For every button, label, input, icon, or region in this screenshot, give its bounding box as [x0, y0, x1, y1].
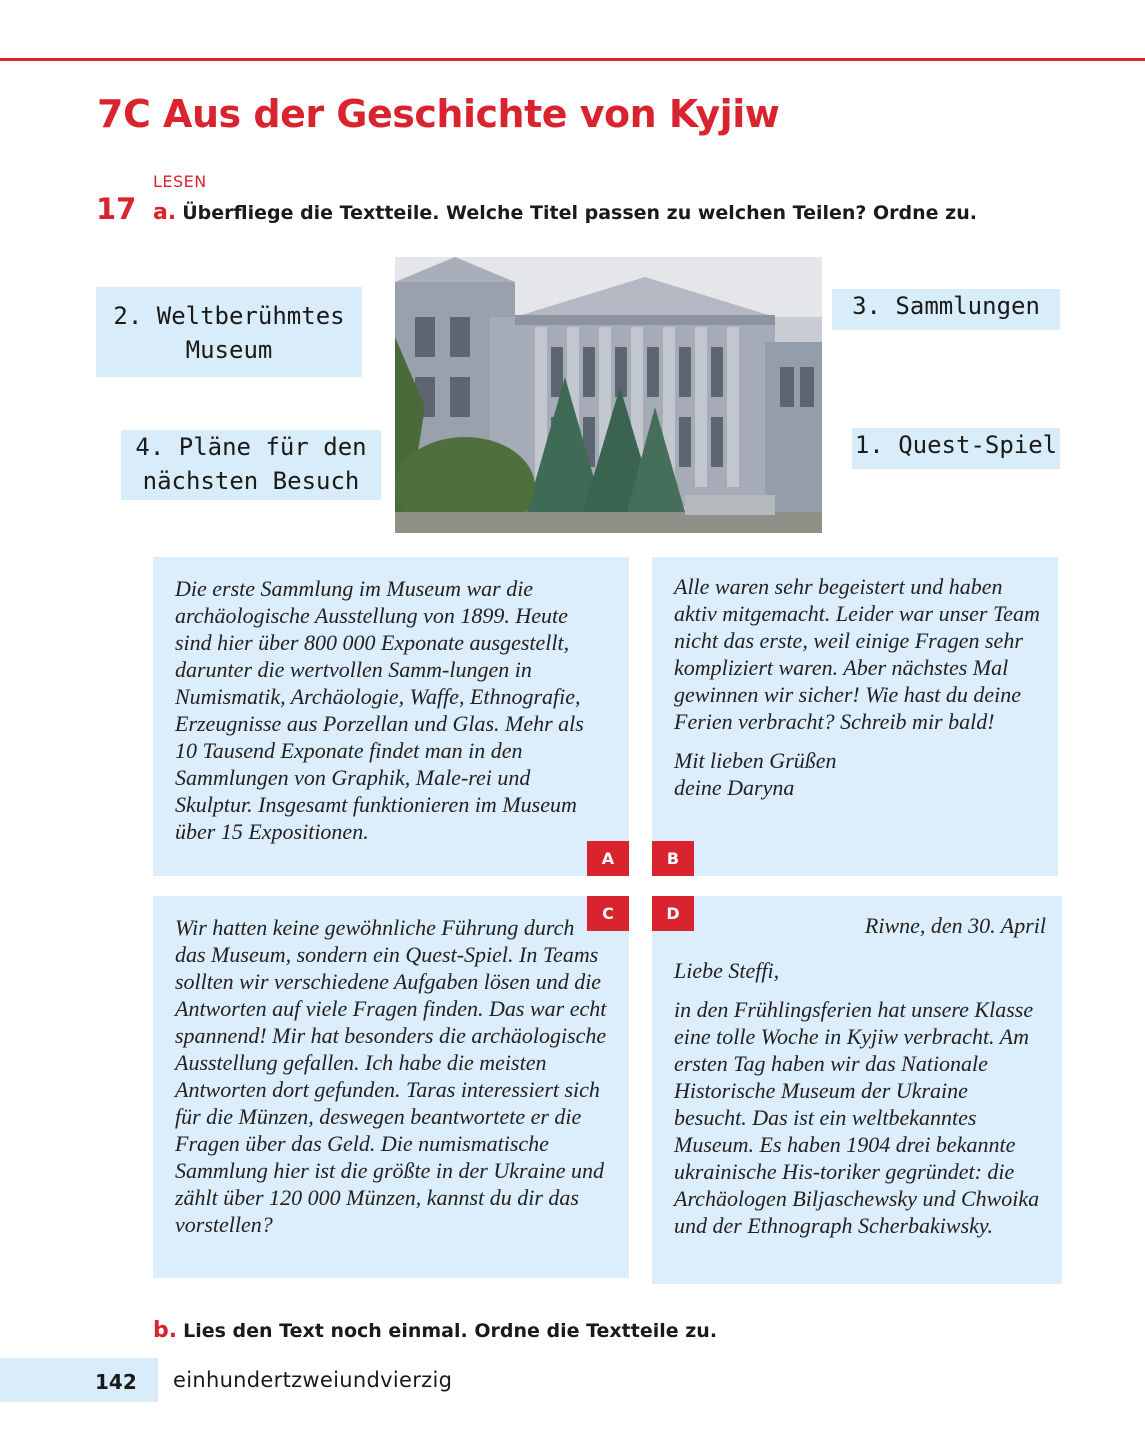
text-box-c [153, 896, 629, 1278]
exercise-number: 17 [96, 192, 137, 226]
closing-line-1: Mit lieben Grüßen [674, 748, 837, 773]
text-box-a [153, 557, 629, 876]
title-label-2 [96, 287, 362, 377]
task-a-text: Überfliege die Textteile. Welche Titel passen zu welchen Teilen? Ordne zu. [182, 202, 977, 224]
title-label-4-line1: 4. Pläne für den [135, 433, 367, 461]
title-label-4 [121, 430, 381, 500]
title-label-2-line1: 2. Weltberühmtes [113, 302, 345, 330]
task-b [153, 1318, 717, 1343]
text-a: Die erste Sammlung im Museum war die archäologische Ausstellung von 1899. Heute sind hier über 800 000 Exponate ausgestellt, darunter die wertvollen Samm-lungen in Numismatik, Archäologie, Waffe, Ethnografie, Erzeugnisse aus Porzellan und Glas. Mehr als 10 Tausend Exponate findet man in den Sammlungen von Graphik, Male-rei und Skulptur. Insgesamt funktionieren im Museum über 15 Expositionen. [175, 576, 584, 844]
section-label: LESEN [153, 172, 207, 191]
title-label-3: 3. Sammlungen [832, 289, 1060, 330]
tag-a: A [587, 841, 629, 876]
title-label-2-line2: Museum [185, 336, 273, 364]
task-a-letter: a. [153, 200, 177, 225]
text-b: Alle waren sehr begeistert und haben aktiv mitgemacht. Leider war unser Team nicht das erste, weil einige Fragen sehr kompliziert waren. Aber nächstes Mal gewinnen wir sicher! Wie hast du deine Ferien verbracht? Schreib mir bald! [674, 574, 1040, 734]
closing-line-2: deine Daryna [674, 775, 795, 800]
letter-greeting: Liebe Steffi, [674, 958, 780, 983]
title-label-4-line2: nächsten Besuch [142, 467, 360, 495]
page-number-word: einhundertzweiundvierzig [173, 1368, 453, 1392]
top-rule [0, 58, 1145, 61]
letter-date: Riwne, den 30. April [864, 913, 1046, 938]
tag-c: C [587, 896, 629, 931]
task-a [153, 200, 977, 225]
text-d: in den Frühlingsferien hat unsere Klasse eine tolle Woche in Kyjiw verbracht. Am ersten Tag haben wir das Nationale Historische Museum der Ukraine besucht. Das ist ein weltbekanntes Museum. Es haben 1904 drei bekannte ukrainische His-toriker gegründet: die Archäologen Biljaschewsky und Chwoika und der Ethnograph Scherbakiwsky. [674, 997, 1040, 1238]
title-label-1: 1. Quest-Spiel [852, 428, 1060, 469]
task-b-letter: b. [153, 1318, 178, 1343]
page-title: 7C Aus der Geschichte von Kyjiw [97, 92, 780, 136]
page-number: 142 [95, 1370, 137, 1394]
tag-b: B [652, 841, 694, 876]
text-box-d [652, 896, 1062, 1284]
museum-photo [395, 257, 822, 533]
text-c: Wir hatten keine gewöhnliche Führung durch das Museum, sondern ein Quest-Spiel. In Teams sollten wir verschiedene Aufgaben lösen und die Antworten auf viele Fragen finden. Das war echt spannend! Mir hat besonders die archäologische Ausstellung gefallen. Ich habe die meisten Antworten dort gefunden. Taras interessiert sich für die Münzen, deswegen beantwortete er die Fragen über das Geld. Die numismatische Sammlung hier ist die größte in der Ukraine und zählt über 120 000 Münzen, kannst du dir das vorstellen? [175, 915, 607, 1237]
task-b-text: Lies den Text noch einmal. Ordne die Textteile zu. [183, 1320, 718, 1342]
text-box-b [652, 557, 1058, 876]
tag-d: D [652, 896, 694, 931]
